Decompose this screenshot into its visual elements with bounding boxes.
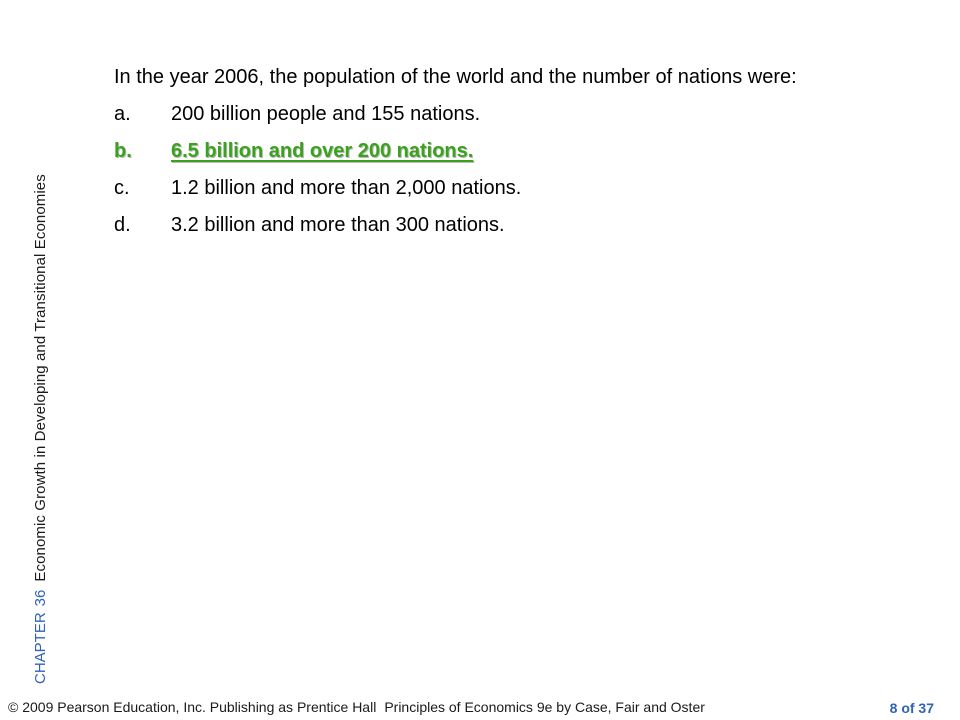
chapter-title: Economic Growth in Developing and Transitional Economies bbox=[32, 174, 49, 582]
footer bbox=[8, 698, 705, 716]
option-text: 1.2 billion and more than 2,000 nations. bbox=[171, 177, 522, 199]
answer-option-c[interactable] bbox=[114, 175, 874, 202]
book-credit: Principles of Economics 9e by Case, Fair and Oster bbox=[384, 699, 705, 715]
answer-option-a[interactable] bbox=[114, 101, 874, 128]
question-stem: In the year 2006, the population of the world and the number of nations were: bbox=[114, 66, 797, 88]
copyright-notice: © 2009 Pearson Education, Inc. Publishing as Prentice Hall bbox=[8, 699, 377, 715]
option-text: 200 billion people and 155 nations. bbox=[171, 103, 481, 125]
answer-option-b-correct[interactable] bbox=[114, 138, 874, 165]
page-number: 8 of 37 bbox=[889, 700, 934, 716]
chapter-sidebar-label bbox=[32, 174, 50, 684]
option-letter: b. bbox=[114, 140, 132, 162]
option-letter: d. bbox=[114, 214, 131, 236]
option-letter: a. bbox=[114, 103, 131, 125]
option-text: 6.5 billion and over 200 nations. bbox=[171, 140, 474, 162]
option-letter: c. bbox=[114, 177, 130, 199]
option-text: 3.2 billion and more than 300 nations. bbox=[171, 214, 505, 236]
answer-option-d[interactable] bbox=[114, 212, 874, 239]
question-block bbox=[114, 64, 874, 249]
chapter-word: CHAPTER bbox=[32, 612, 49, 684]
chapter-number: 36 bbox=[32, 589, 49, 607]
answer-options bbox=[114, 101, 874, 239]
